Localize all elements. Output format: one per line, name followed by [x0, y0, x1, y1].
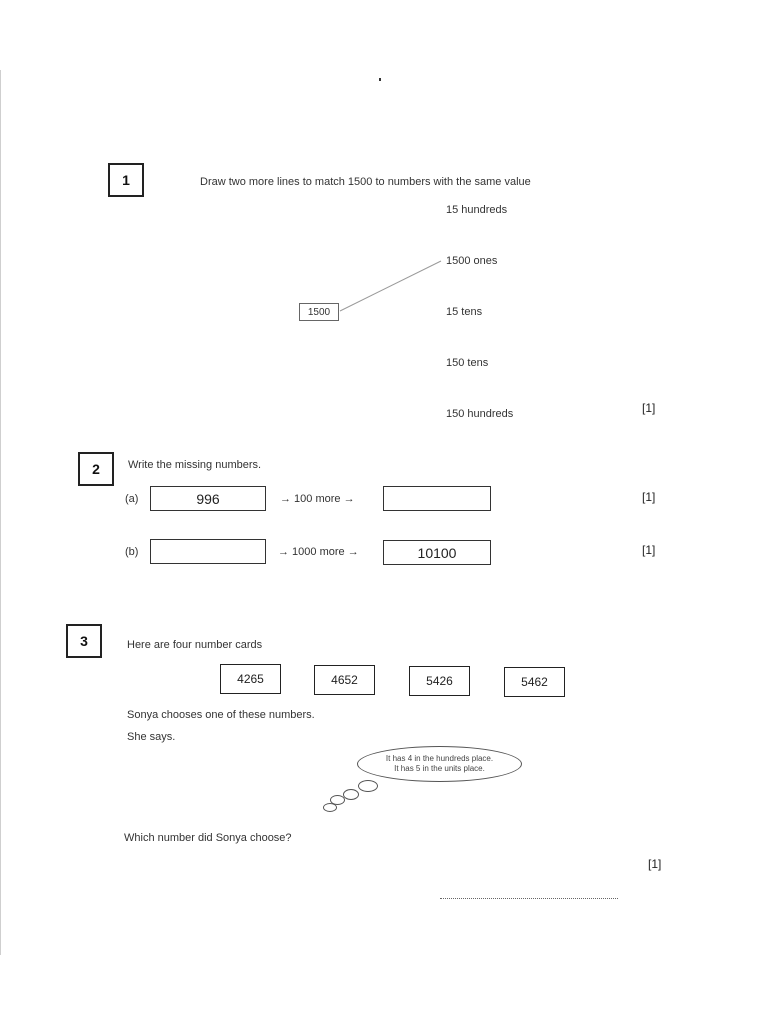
- match-line-1500-ones: [340, 261, 441, 311]
- question-3-intro: Here are four number cards: [127, 639, 263, 651]
- part-a-left-value: 996: [196, 490, 220, 507]
- source-1500-box[interactable]: [299, 303, 339, 321]
- number-card-4652-label: 4652: [331, 673, 358, 687]
- question-2-number: 2: [92, 461, 100, 477]
- part-b-answer-box[interactable]: [150, 539, 266, 564]
- question-3-says: She says.: [127, 731, 176, 743]
- option-150-tens[interactable]: 150 tens: [446, 357, 489, 369]
- question-2-instruction: Write the missing numbers.: [128, 459, 262, 471]
- option-1500-ones[interactable]: 1500 ones: [446, 255, 498, 267]
- number-card-4265[interactable]: [220, 664, 281, 694]
- part-a-arrow-text: → 100 more →: [280, 493, 355, 505]
- thought-bubble-circle-medium: [343, 789, 359, 800]
- question-2-number-box: [78, 452, 114, 486]
- question-1-number: 1: [122, 172, 130, 188]
- part-a-label: (a): [125, 493, 139, 505]
- part-a-marks: [1]: [642, 490, 656, 504]
- page-edge-rule: [0, 70, 1, 955]
- question-3-number-box: [66, 624, 102, 658]
- number-card-5426-label: 5426: [426, 674, 453, 688]
- question-3-question: Which number did Sonya choose?: [124, 832, 292, 844]
- thought-bubble-circle-smallest: [323, 803, 337, 812]
- question-3-chooses: Sonya chooses one of these numbers.: [127, 709, 315, 721]
- number-card-4652[interactable]: [314, 665, 375, 695]
- number-card-5426[interactable]: [409, 666, 470, 696]
- part-b-marks: [1]: [642, 543, 656, 557]
- source-1500-label: 1500: [307, 306, 331, 318]
- number-card-5462-label: 5462: [521, 675, 548, 689]
- option-15-hundreds[interactable]: 15 hundreds: [446, 204, 508, 216]
- question-3-marks: [1]: [648, 857, 662, 871]
- part-b-right-value: 10100: [417, 544, 457, 561]
- number-card-4265-label: 4265: [237, 672, 264, 686]
- thought-bubble-circle-large: [358, 780, 378, 792]
- part-b-label: (b): [125, 546, 139, 558]
- question-1-number-box: [108, 163, 144, 197]
- question-3-answer-line[interactable]: [440, 898, 618, 899]
- option-15-tens[interactable]: 15 tens: [446, 306, 483, 318]
- option-150-hundreds[interactable]: 150 hundreds: [446, 408, 514, 420]
- part-a-left-box[interactable]: [150, 486, 266, 511]
- thought-bubble-line-2: It has 5 in the units place.: [394, 764, 485, 773]
- number-card-5462[interactable]: [504, 667, 565, 697]
- part-b-arrow-text: → 1000 more →: [278, 546, 359, 558]
- question-1-instruction: Draw two more lines to match 1500 to numbers with the same value: [200, 176, 531, 188]
- thought-bubble-line-1: It has 4 in the hundreds place.: [385, 754, 494, 763]
- part-b-right-box[interactable]: [383, 540, 491, 565]
- scan-speck: [379, 78, 381, 81]
- question-3-number: 3: [80, 633, 88, 649]
- question-1-marks: [1]: [642, 401, 656, 415]
- part-a-answer-box[interactable]: [383, 486, 491, 511]
- thought-bubble: [357, 746, 522, 782]
